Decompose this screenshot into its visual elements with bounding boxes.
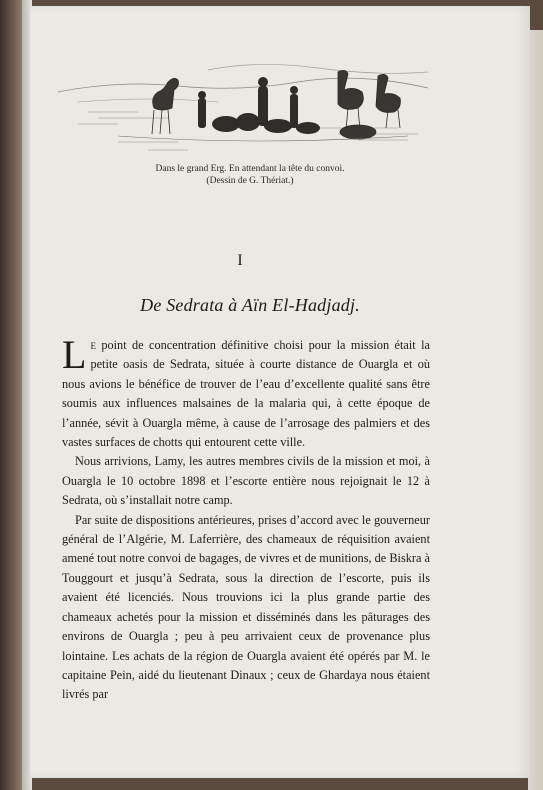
chapter-number: I (237, 252, 243, 269)
page-stack-edge (528, 30, 543, 790)
chapter-body (62, 332, 430, 705)
paragraph-2: Nous arrivions, Lamy, les autres membres civils de la mission et moi, à Ouargla le 10 octobre 1898 et l’escorte entière nous rejoignait le 12 à Sedrata, où s’installait notre camp. (62, 454, 430, 508)
chapter-title: De Sedrata à Aïn El-Hadjadj. (140, 295, 360, 315)
paragraph-1-smallcaps: e (90, 338, 96, 352)
drop-cap: L (62, 332, 87, 377)
caption-line-1: Dans le grand Erg. En attendant la tête du convoi. (155, 164, 345, 174)
paragraph-3: Par suite de dispositions antérieures, prises d’accord avec le gouverneur général de l’Algérie, M. Laferrière, des chameaux de réquisition avaient amené tout notre convoi de bagages, de vivres et de munitions, de Biskra à Touggourt et jusqu’à Sedrata, sous la direction de l’escorte, puis ils avaient été licenciés. Nous trouvions ici la plus grande partie des chameaux achetés pour la mission et disséminés dans les pâturages des environs de Ouargla ; peu à peu arrivaient ceux de provenance plus lointaine. Les achats de la région de Ouargla avaient été opérés par M. le capitaine Pein, aidé du lieutenant Dinaux ; ceux de Ghardaya nous étaient livrés par (62, 512, 430, 702)
illustration-caption (120, 163, 380, 187)
desert-caravan-illustration (58, 42, 428, 162)
caption-line-2: (Dessin de G. Thériat.) (206, 176, 294, 186)
paragraph-1 (62, 332, 430, 452)
paragraph-1-text: point de concentration définitive choisi pour la mission était la petite oasis de Sedrata, située à courte distance de Ouargla et où nous avions le bénéfice de trouver de l’eau d’excellente qualité sans être soumis aux influences malsaines de la malaria qui, à cette époque de l’année, sévit à Ouargla même, à cause de l’arrosage des palmiers et des vastes surfaces de chotts qui entourent cette ville. (62, 338, 430, 450)
book-cover-edge (0, 0, 22, 790)
